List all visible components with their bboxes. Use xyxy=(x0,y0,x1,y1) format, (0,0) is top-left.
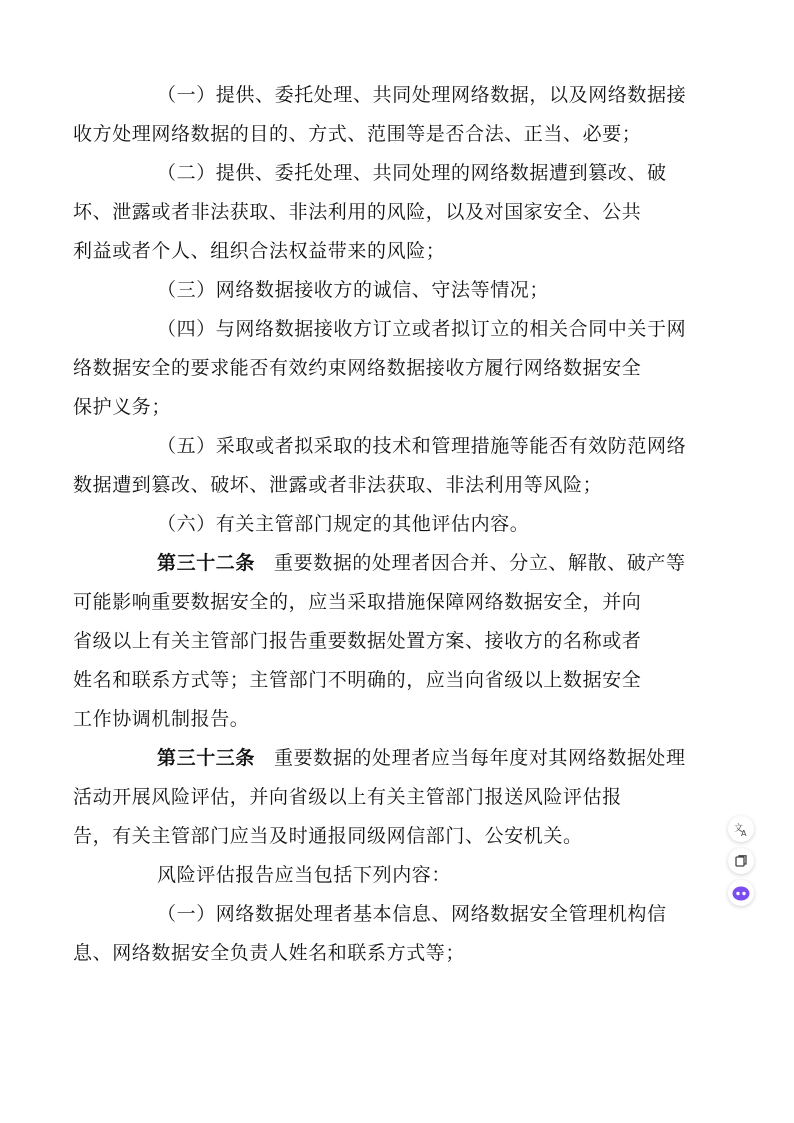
text-line: 络数据安全的要求能否有效约束网络数据接收方履行网络数据安全 xyxy=(73,357,642,379)
text-line: 活动开展风险评估，并向省级以上有关主管部门报送风险评估报 xyxy=(73,786,622,808)
translate-icon xyxy=(733,821,749,837)
svg-text:文: 文 xyxy=(734,824,744,834)
article-32 xyxy=(73,544,686,739)
floating-toolbar xyxy=(724,816,758,906)
translate-button[interactable] xyxy=(728,816,754,842)
text-line: 收方处理网络数据的目的、方式、范围等是否合法、正当、必要； xyxy=(73,123,642,145)
copy-button[interactable] xyxy=(728,848,754,874)
text-line: 可能影响重要数据安全的，应当采取措施保障网络数据安全，并向 xyxy=(73,591,642,613)
report-intro xyxy=(115,856,683,895)
text-line: 数据遭到篡改、破坏、泄露或者非法获取、非法利用等风险； xyxy=(73,474,603,496)
article-number: 第三十二条 xyxy=(157,552,256,574)
text-line: （一）提供、委托处理、共同处理网络数据，以及网络数据接 xyxy=(157,84,687,106)
text-line xyxy=(115,739,686,778)
clause-2 xyxy=(73,154,683,271)
text-line: （三）网络数据接收方的诚信、守法等情况； xyxy=(157,279,550,301)
report-clause-1 xyxy=(73,895,683,973)
article-number: 第三十三条 xyxy=(157,747,256,769)
clause-1 xyxy=(73,76,687,154)
text-line xyxy=(115,544,686,583)
text-line: （一）网络数据处理者基本信息、网络数据安全管理机构信 xyxy=(157,903,667,925)
text-line: 姓名和联系方式等；主管部门不明确的，应当向省级以上数据安全 xyxy=(73,669,642,691)
copy-icon xyxy=(734,854,748,868)
clause-6 xyxy=(115,505,683,544)
ai-assistant-button[interactable] xyxy=(728,880,754,906)
text-line: 坏、泄露或者非法获取、非法利用的风险，以及对国家安全、公共 xyxy=(73,201,642,223)
ai-assistant-icon xyxy=(731,883,751,903)
text-line: 息、网络数据安全负责人姓名和联系方式等； xyxy=(73,942,466,964)
clause-3 xyxy=(115,271,683,310)
text-line: 告，有关主管部门应当及时通报同级网信部门、公安机关。 xyxy=(73,825,583,847)
clause-4 xyxy=(73,310,687,427)
text-line: （六）有关主管部门规定的其他评估内容。 xyxy=(157,513,530,535)
article-33 xyxy=(73,739,686,856)
text-line: 工作协调机制报告。 xyxy=(73,708,250,730)
text-line: （二）提供、委托处理、共同处理的网络数据遭到篡改、破 xyxy=(157,162,667,184)
text-line: （五）采取或者拟采取的技术和管理措施等能否有效防范网络 xyxy=(157,435,687,457)
document-body xyxy=(73,76,687,973)
article-text: 重要数据的处理者因合并、分立、解散、破产等 xyxy=(274,552,686,574)
text-line: 风险评估报告应当包括下列内容： xyxy=(157,864,452,886)
clause-5 xyxy=(73,427,687,505)
text-line: 省级以上有关主管部门报告重要数据处置方案、接收方的名称或者 xyxy=(73,630,642,652)
article-text: 重要数据的处理者应当每年度对其网络数据处理 xyxy=(274,747,686,769)
text-line: （四）与网络数据接收方订立或者拟订立的相关合同中关于网 xyxy=(157,318,687,340)
text-line: 利益或者个人、组织合法权益带来的风险； xyxy=(73,240,446,262)
text-line: 保护义务； xyxy=(73,396,172,418)
svg-text:A: A xyxy=(741,829,747,837)
